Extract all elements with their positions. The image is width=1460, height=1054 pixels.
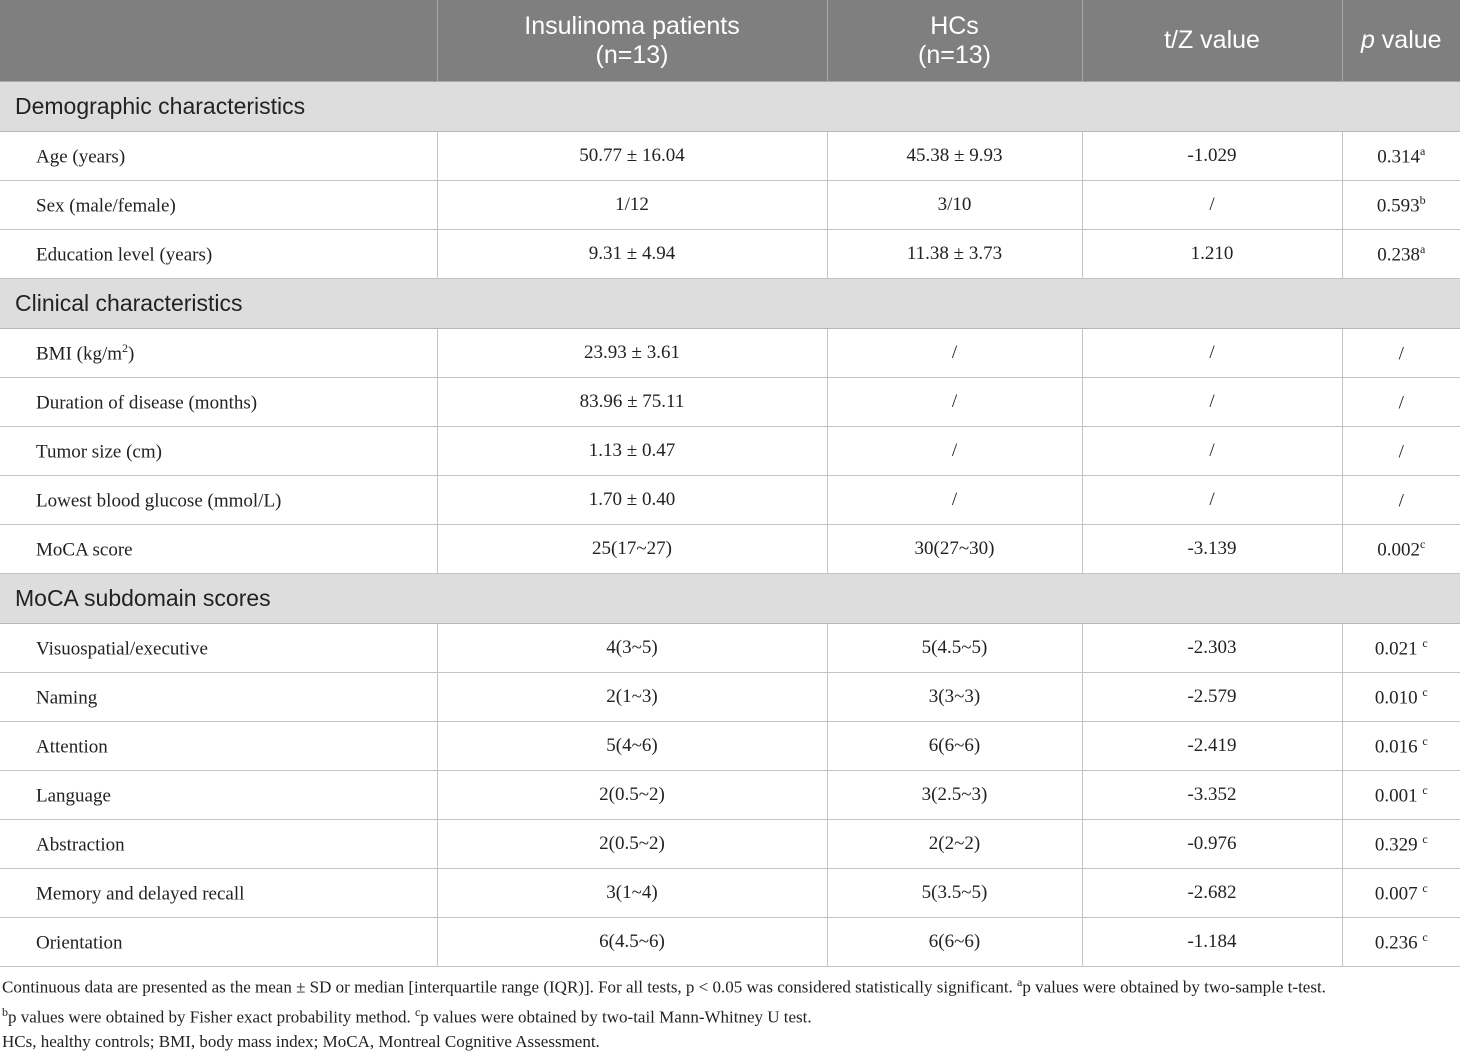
hcs-value: 6(6~6) bbox=[827, 918, 1082, 967]
p-value: 0.329 $^c$ bbox=[1342, 820, 1460, 869]
tz-value: -2.579 bbox=[1082, 673, 1342, 722]
p-value: 0.236 $^c$ bbox=[1342, 918, 1460, 967]
table-row bbox=[0, 476, 1460, 525]
table-row bbox=[0, 329, 1460, 378]
table-row bbox=[0, 525, 1460, 574]
section-header-row bbox=[0, 82, 1460, 132]
patients-value: 2(0.5~2) bbox=[437, 820, 827, 869]
row-label: Duration of disease (months) bbox=[0, 378, 437, 427]
hcs-value: 6(6~6) bbox=[827, 722, 1082, 771]
patients-value: 1.70 ± 0.40 bbox=[437, 476, 827, 525]
tz-value: -2.419 bbox=[1082, 722, 1342, 771]
footnote-line-2: $^b$p values were obtained by Fisher exact probability method. $^c$p values were obtained by two-tail Mann-Whitney U test. bbox=[2, 1004, 812, 1027]
hcs-value: 30(27~30) bbox=[827, 525, 1082, 574]
row-label: MoCA score bbox=[0, 525, 437, 574]
table-row bbox=[0, 624, 1460, 673]
tz-value: -1.029 bbox=[1082, 132, 1342, 181]
tz-value: -3.352 bbox=[1082, 771, 1342, 820]
patients-value: 5(4~6) bbox=[437, 722, 827, 771]
p-value: 0.016 $^c$ bbox=[1342, 722, 1460, 771]
patients-value: 3(1~4) bbox=[437, 869, 827, 918]
table-header bbox=[0, 0, 1460, 82]
p-value: 0.238$^a$ bbox=[1342, 230, 1460, 279]
table-row bbox=[0, 869, 1460, 918]
section-title: Demographic characteristics bbox=[0, 82, 1460, 132]
row-label: Lowest blood glucose (mmol/L) bbox=[0, 476, 437, 525]
p-value: 0.007 $^c$ bbox=[1342, 869, 1460, 918]
hcs-value: / bbox=[827, 329, 1082, 378]
header-p-value: p value bbox=[1342, 0, 1460, 82]
tz-value: / bbox=[1082, 329, 1342, 378]
patients-value: 1/12 bbox=[437, 181, 827, 230]
p-value: / bbox=[1342, 427, 1460, 476]
hcs-value: 3/10 bbox=[827, 181, 1082, 230]
tz-value: 1.210 bbox=[1082, 230, 1342, 279]
row-label: BMI $(kg/m^2)$ bbox=[0, 329, 437, 378]
row-label: Age (years) bbox=[0, 132, 437, 181]
patients-value: 23.93 ± 3.61 bbox=[437, 329, 827, 378]
row-label: Orientation bbox=[0, 918, 437, 967]
row-label: Memory and delayed recall bbox=[0, 869, 437, 918]
tz-value: -1.184 bbox=[1082, 918, 1342, 967]
hcs-value: 3(3~3) bbox=[827, 673, 1082, 722]
hcs-value: / bbox=[827, 476, 1082, 525]
tz-value: -0.976 bbox=[1082, 820, 1342, 869]
patients-value: 50.77 ± 16.04 bbox=[437, 132, 827, 181]
hcs-value: 45.38 ± 9.93 bbox=[827, 132, 1082, 181]
tz-value: -2.303 bbox=[1082, 624, 1342, 673]
row-label: Abstraction bbox=[0, 820, 437, 869]
patients-value: 83.96 ± 75.11 bbox=[437, 378, 827, 427]
header-tz-value: t/Z value bbox=[1082, 0, 1342, 82]
patients-value: 25(17~27) bbox=[437, 525, 827, 574]
p-value: 0.593$^b$ bbox=[1342, 181, 1460, 230]
patients-value: 2(0.5~2) bbox=[437, 771, 827, 820]
patients-value: 6(4.5~6) bbox=[437, 918, 827, 967]
p-value: 0.002$^c$ bbox=[1342, 525, 1460, 574]
patients-value: 2(1~3) bbox=[437, 673, 827, 722]
footnote-line-1: Continuous data are presented as the mean ± SD or median [interquartile range (IQR)]. For all tests, p < 0.05 was considered statistically significant. $^a$p values were obtained by two-sample t-test. bbox=[2, 975, 1326, 997]
table-row bbox=[0, 820, 1460, 869]
p-value: 0.314$^a$ bbox=[1342, 132, 1460, 181]
row-label: Education level (years) bbox=[0, 230, 437, 279]
header-blank-cell bbox=[0, 0, 437, 82]
table-row bbox=[0, 673, 1460, 722]
table-row bbox=[0, 427, 1460, 476]
p-value: 0.001 $^c$ bbox=[1342, 771, 1460, 820]
row-label: Language bbox=[0, 771, 437, 820]
row-label: Attention bbox=[0, 722, 437, 771]
hcs-value: 3(2.5~3) bbox=[827, 771, 1082, 820]
tz-value: / bbox=[1082, 378, 1342, 427]
patients-value: 1.13 ± 0.47 bbox=[437, 427, 827, 476]
table-row bbox=[0, 918, 1460, 967]
header-insulinoma-patients: Insulinoma patients (n=13) bbox=[437, 0, 827, 82]
hcs-value: 5(3.5~5) bbox=[827, 869, 1082, 918]
table-row bbox=[0, 722, 1460, 771]
tz-value: -2.682 bbox=[1082, 869, 1342, 918]
hcs-value: 5(4.5~5) bbox=[827, 624, 1082, 673]
footnote-line-3: HCs, healthy controls; BMI, body mass index; MoCA, Montreal Cognitive Assessment. bbox=[2, 1032, 600, 1052]
row-label: Tumor size (cm) bbox=[0, 427, 437, 476]
table-row bbox=[0, 771, 1460, 820]
row-label: Sex (male/female) bbox=[0, 181, 437, 230]
section-title: MoCA subdomain scores bbox=[0, 574, 1460, 624]
section-header-row bbox=[0, 279, 1460, 329]
hcs-value: 2(2~2) bbox=[827, 820, 1082, 869]
p-value: / bbox=[1342, 329, 1460, 378]
hcs-value: 11.38 ± 3.73 bbox=[827, 230, 1082, 279]
table-body bbox=[0, 82, 1460, 967]
p-value: 0.021 $^c$ bbox=[1342, 624, 1460, 673]
row-label: Visuospatial/executive bbox=[0, 624, 437, 673]
header-hcs: HCs (n=13) bbox=[827, 0, 1082, 82]
table-row bbox=[0, 378, 1460, 427]
tz-value: / bbox=[1082, 427, 1342, 476]
hcs-value: / bbox=[827, 378, 1082, 427]
patients-value: 9.31 ± 4.94 bbox=[437, 230, 827, 279]
tz-value: -3.139 bbox=[1082, 525, 1342, 574]
table-row bbox=[0, 230, 1460, 279]
p-value: / bbox=[1342, 378, 1460, 427]
tz-value: / bbox=[1082, 181, 1342, 230]
table-footnotes bbox=[2, 970, 1458, 1054]
tz-value: / bbox=[1082, 476, 1342, 525]
patients-value: 4(3~5) bbox=[437, 624, 827, 673]
p-value: / bbox=[1342, 476, 1460, 525]
row-label: Naming bbox=[0, 673, 437, 722]
table-row bbox=[0, 181, 1460, 230]
p-value: 0.010 $^c$ bbox=[1342, 673, 1460, 722]
hcs-value: / bbox=[827, 427, 1082, 476]
section-title: Clinical characteristics bbox=[0, 279, 1460, 329]
section-header-row bbox=[0, 574, 1460, 624]
table-row bbox=[0, 132, 1460, 181]
